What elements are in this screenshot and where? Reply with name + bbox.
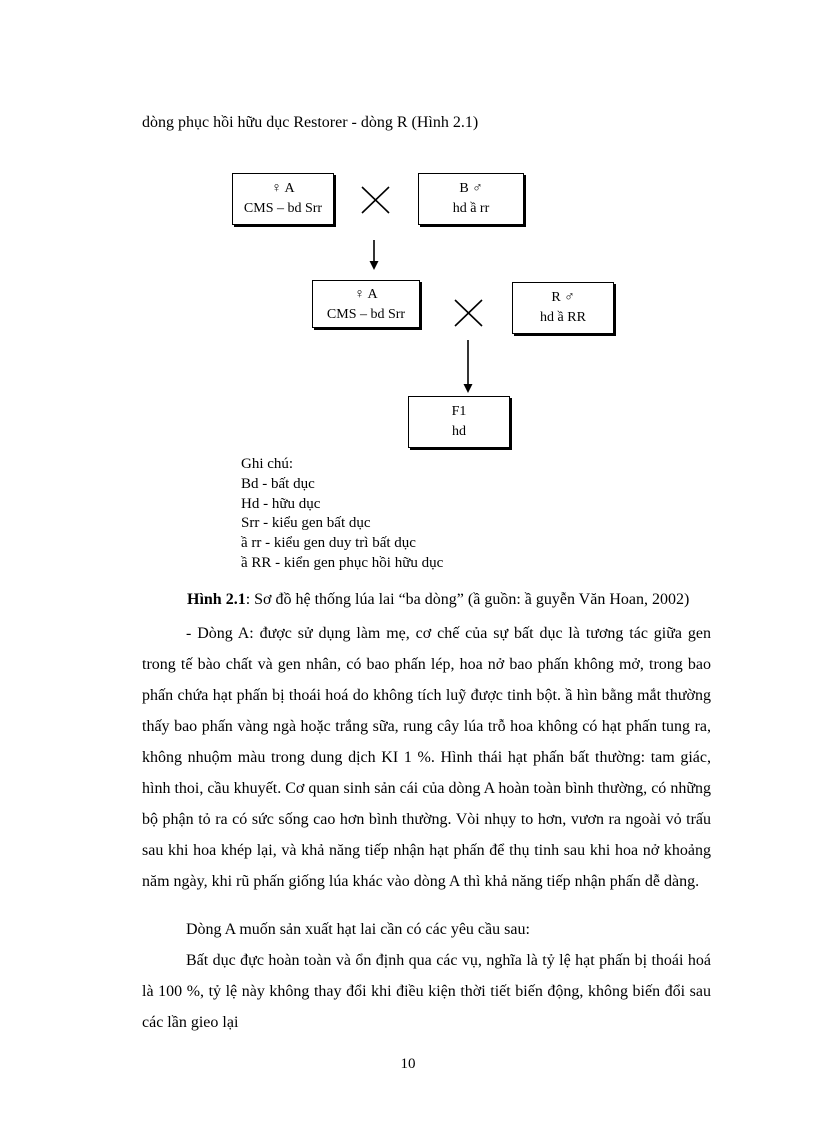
box-mother-a-bottom-line2: CMS – bd Srr (326, 307, 406, 322)
legend-item: Hd - hữu dục (241, 495, 321, 512)
box-mother-a-top-line1: ♀ A (271, 181, 295, 196)
box-father-b-line2: hd ầ rr (452, 201, 490, 216)
intro-line: dòng phục hồi hữu dục Restorer - dòng R (Hình 2.1) (142, 114, 479, 131)
figure-caption-text: : Sơ đồ hệ thống lúa lai “ba dòng” (ầ guồn: ầ guyễn Văn Hoan, 2002) (245, 591, 690, 608)
box-restorer-r-line2: hd ầ RR (540, 310, 586, 325)
legend-item: ầ rr - kiểu gen duy trì bất dục (241, 535, 416, 552)
figure-caption-label: Hình 2.1 (187, 591, 246, 608)
box-father-b-line1: B ♂ (459, 181, 483, 196)
legend-title: Ghi chú: (241, 456, 294, 472)
paragraph-dong-a: - Dòng A: được sử dụng làm mẹ, cơ chế của sự bất dục là tương tác giữa gen trong tế bào chất và gen nhân, có bao phấn lép, hoa nở bao phấn không mở, trong bao phấn chứa hạt phấn bị thoái hoá do không tích luỹ được tinh bột. ầ hìn bằng mắt thường thấy bao phấn vàng ngà hoặc trắng sữa, rung cây lúa trỗ hoa không có hạt phấn tung ra, không nhuộm màu trong dung dịch KI 1 %. Hình thái hạt phấn bất thường: tam giác, hình thoi, cầu khuyết. Cơ quan sinh sản cái của dòng A hoàn toàn bình thường, có những bộ phận tỏ ra có sức sống cao hơn bình thường. Vòi nhụy to hơn, vươn ra ngoài vỏ trấu sau khi hoa khép lại, và khả năng tiếp nhận hạt phấn để thụ tinh sau khi hoa nở khoảng năm ngày, khi rũ phấn giống lúa khác vào dòng A thì khả năng tiếp nhận phấn dễ dàng. (142, 625, 711, 890)
legend-item: ầ RR - kiển gen phục hồi hữu dục (241, 554, 444, 571)
arrow-down-2-head (464, 384, 473, 393)
figure-caption (187, 591, 689, 609)
legend (241, 455, 443, 574)
box-mother-a-bottom-line1: ♀ A (354, 287, 378, 302)
box-f1-line1: F1 (451, 404, 467, 419)
arrow-down-1-head (370, 261, 379, 270)
page-number: 10 (400, 1056, 416, 1072)
paragraph-requirements-intro: Dòng A muốn sản xuất hạt lai cần có các yêu cầu sau: (186, 921, 530, 938)
box-f1-line2: hd (452, 424, 466, 439)
box-restorer-r-line1: R ♂ (551, 290, 575, 305)
box-mother-a-top-line2: CMS – bd Srr (243, 201, 323, 216)
legend-item: Srr - kiểu gen bất dục (241, 515, 371, 532)
legend-item: Bd - bất dục (241, 475, 315, 492)
paragraph-requirement-1: Bất dục đực hoàn toàn và ổn định qua các vụ, nghĩa là tỷ lệ hạt phấn bị thoái hoá là 100 %, tỷ lệ này không thay đổi khi điều kiện thời tiết biến động, không biến đổi sau các lần gieo lại (142, 952, 711, 1031)
